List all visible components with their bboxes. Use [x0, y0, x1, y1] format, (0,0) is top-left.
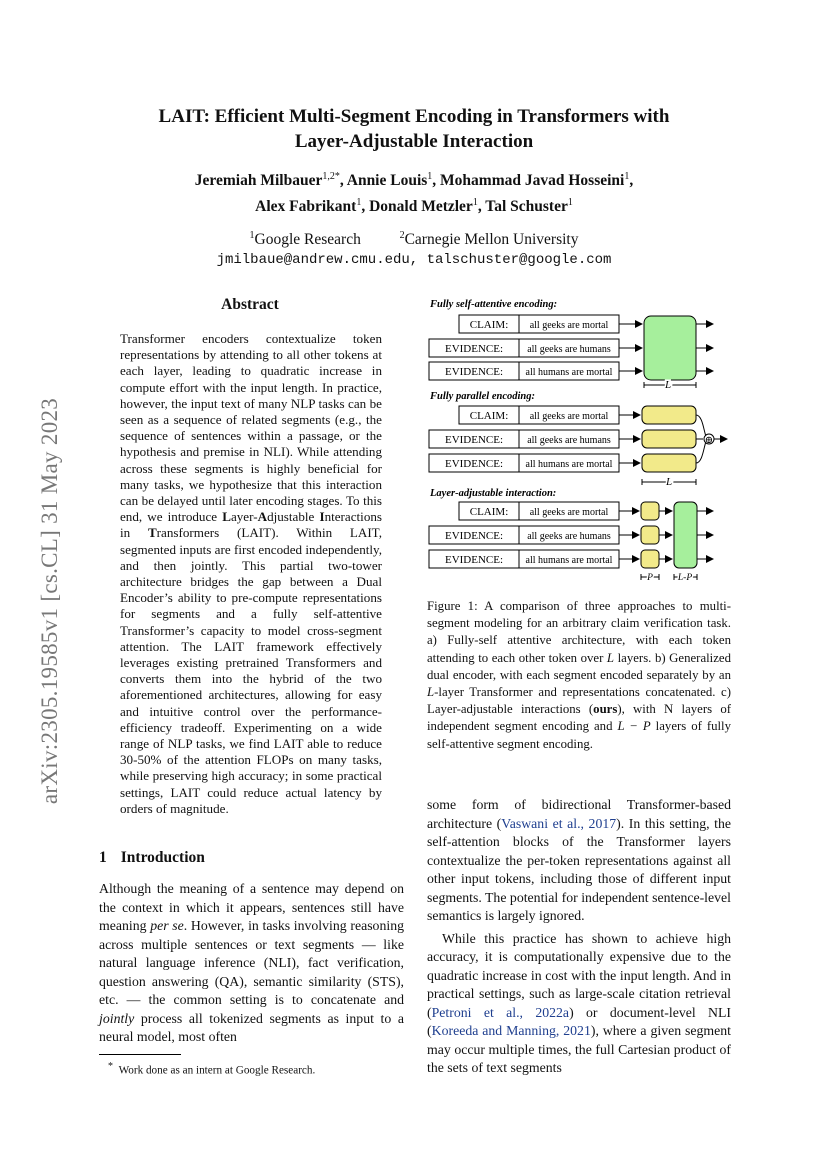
- acronym-letter: A: [257, 509, 268, 525]
- title-line-1: LAIT: Efficient Multi-Segment Encoding in Transformers with: [158, 106, 670, 127]
- math-var: L: [427, 685, 435, 700]
- row-label: CLAIM:: [469, 506, 509, 518]
- email-line: jmilbaue@andrew.cmu.edu, talschuster@google.com: [216, 252, 612, 269]
- row-label: EVIDENCE:: [444, 366, 504, 378]
- row-text: all geeks are mortal: [529, 320, 609, 331]
- row-text: all humans are mortal: [525, 459, 613, 470]
- citation-link[interactable]: Petroni et al., 2022a: [431, 1004, 570, 1020]
- acronym-letter: T: [147, 525, 157, 541]
- author-affil-mark: 1: [624, 171, 630, 182]
- row-label: CLAIM:: [469, 319, 509, 331]
- body-text: process all tokenized segments as input to a neural model, most often: [99, 1010, 404, 1044]
- concat-symbol: ⊕: [704, 435, 714, 446]
- body-text: Although the meaning of a sentence may depend on the context in which it appears, sentences still have meaning: [99, 881, 404, 933]
- affil-mark: 2: [399, 230, 405, 241]
- row-text: all geeks are humans: [527, 344, 611, 355]
- caption-text: ), with N layers of independent segment encoding and: [427, 702, 731, 734]
- section-heading-introduction: [99, 849, 205, 867]
- affiliations: [0, 226, 828, 270]
- citation-link[interactable]: Vaswani et al., 2017: [501, 815, 617, 831]
- author-name: Annie Louis: [346, 172, 428, 190]
- footnote-mark: *: [108, 1061, 113, 1072]
- L-label: L: [664, 379, 672, 391]
- body-text: While this practice has shown to achieve high accuracy, it is computationally expensive due to the quadratic increase in cost with the input length. And in practical settings, such as large-scale citation retrieval (: [427, 930, 731, 1020]
- authors-line-2: Alex Fabrikant$^1$, Donald Metzler$^1$, Tal Schuster$^1$: [255, 197, 573, 216]
- author-affil-mark: 1: [472, 197, 478, 209]
- emphasis-text: per se: [150, 918, 184, 933]
- section-number: 1: [99, 849, 107, 866]
- abstract-text: [120, 331, 382, 817]
- section-label-b: Fully parallel encoding:: [430, 391, 535, 402]
- acronym-rest: ransformers: [156, 525, 220, 541]
- math-var: L − P: [617, 719, 651, 734]
- section-c-rows: [429, 502, 713, 583]
- author-affil-mark: 1,2*: [322, 171, 340, 182]
- intro-paragraph-right: [427, 796, 731, 1078]
- body-text: ) or document-level NLI (: [427, 1004, 732, 1038]
- body-text: ). In this setting, the self-attention blocks of the Transformer layers contextualize the per-token representations against all other input tokens, including those of different input segments. The potential for independent sentence-level semantics is largely ignored.: [427, 815, 732, 923]
- encoder-block-yellow: [642, 430, 696, 448]
- footnote: [108, 1061, 315, 1077]
- caption-text: layers of fully self-attentive segment encoding.: [427, 719, 731, 751]
- author-affil-mark: 1: [427, 171, 433, 182]
- footnote-rule: [99, 1054, 181, 1055]
- title-line-2: Layer-Adjustable Interaction: [294, 131, 534, 152]
- arxiv-sidebar-id: arXiv:2305.19585v1 [cs.CL] 31 May 2023: [37, 397, 62, 805]
- row-text: all humans are mortal: [525, 555, 613, 566]
- row-text: all geeks are humans: [527, 531, 611, 542]
- caption-bold: ours: [593, 702, 618, 717]
- caption-text: layers. b) Generalized dual encoder, with each segment encoded separately by an: [427, 650, 731, 682]
- abstract-heading: Abstract: [221, 296, 279, 313]
- section-label-a: Fully self-attentive encoding:: [430, 299, 558, 310]
- author-name: Mohammad Javad Hosseini: [440, 172, 625, 190]
- encoder-block-yellow: [642, 406, 696, 424]
- row-text: all geeks are mortal: [529, 507, 609, 518]
- encoder-block-yellow: [642, 454, 696, 472]
- section-b-rows: [429, 406, 727, 488]
- acronym-rest: ayer-: [230, 509, 258, 525]
- abstract-text-part: (LAIT). Within LAIT, segmented inputs are first encoded independently, and then jointly. This partial two-tower architecture bridges the gap between a Dual Encoder’s ability to pre-compute representations for segments and a fully self-attentive Transformer’s capacity to model cross-segment attention. The LAIT framework effectively leverages existing pretrained Transformers and converts them into the hybrid of the two aforementioned architectures, allowing for easy and intuitive control over the performance-efficiency tradeoff. Experimenting on a wide range of NLP tasks, we find LAIT able to reduce 30-50% of the attention FLOPs on many tasks, while preserving high accuracy; in some practical settings, LAIT could reduce actual latency by orders of magnitude.: [120, 525, 382, 816]
- paragraph: [427, 796, 731, 926]
- row-text: all humans are mortal: [525, 367, 613, 378]
- row-text: all geeks are mortal: [529, 411, 609, 422]
- footnote-text: Work done as an intern at Google Research.: [118, 1064, 316, 1077]
- figure-1-caption: [427, 598, 731, 753]
- emphasis-text: jointly: [99, 1010, 135, 1026]
- author-name: Alex Fabrikant: [255, 198, 357, 216]
- L-P-label: L-P: [677, 573, 693, 583]
- transformer-block-green: [644, 316, 696, 380]
- author-affil-mark: 1: [567, 197, 573, 209]
- acronym-letter: L: [222, 509, 231, 525]
- paragraph: [427, 930, 731, 1078]
- author-name: Donald Metzler: [369, 198, 473, 216]
- row-label: EVIDENCE:: [444, 434, 504, 446]
- affiliation-google: Google Research: [254, 231, 361, 249]
- author-name: Tal Schuster: [485, 198, 568, 216]
- section-label-c: Layer-adjustable interaction:: [430, 488, 557, 499]
- row-label: EVIDENCE:: [444, 530, 504, 542]
- caption-text: -layer Transformer and representations concatenated. c) Layer-adjustable interactions (: [427, 685, 731, 717]
- body-text: some form of bidirectional Transformer-based architecture (: [427, 797, 731, 831]
- acronym-rest: djustable: [267, 509, 320, 525]
- author-list: [0, 166, 828, 218]
- abstract-text-part: Transformer encoders contextualize token representations by attending to all other tokens at each layer, leading to quadratic increase in compute effort with the input length. In practice, however, the input text of many NLP tasks can be seen as a sequence of related segments (e.g., the sequence of sentences within a passage, or the hypothesis and premise in NLI). While attending across these segments is highly beneficial for many tasks, we hypothesize that this interaction can be delayed until later encoding stages. To this end, we introduce: [120, 331, 382, 525]
- row-text: all geeks are humans: [527, 435, 611, 446]
- row-label: EVIDENCE:: [444, 554, 504, 566]
- acronym-rest: nteractions in: [120, 509, 383, 541]
- section-title: Introduction: [120, 849, 205, 866]
- row-label: EVIDENCE:: [444, 343, 504, 355]
- L-label: L: [665, 476, 673, 488]
- row-label: CLAIM:: [469, 410, 509, 422]
- affil-mark: 1: [249, 230, 255, 241]
- body-text: . However, in tasks involving reasoning across multiple sentences or text segments — like natural language inference (NLI), fact verification, question answering (QA), semantic similarity (STS), etc. — the common setting is to concatenate and: [99, 918, 404, 1007]
- body-text: ), where a given segment may occur multiple times, the full Cartesian product of the sets of text segments: [427, 1023, 731, 1075]
- paper-title: [0, 104, 828, 154]
- authors-line-1: Jeremiah Milbauer$^{1,2*}$, Annie Louis$^1$, Mohammad Javad Hosseini$^1$,: [194, 171, 634, 190]
- caption-text: Figure 1: A comparison of three approaches to multi-segment modeling for an arbitrary claim verification task. a) Fully-self attentive architecture, with each token attending to each other token over: [427, 599, 731, 665]
- P-label: P: [647, 573, 653, 583]
- affiliation-cmu: Carnegie Mellon University: [404, 231, 579, 249]
- intro-paragraph-left: [99, 880, 404, 1047]
- acronym-letter: I: [319, 509, 325, 525]
- citation-link[interactable]: Koreeda and Manning, 2021: [431, 1023, 591, 1038]
- figure-1-diagram: [425, 296, 735, 592]
- section-a-rows: [429, 315, 713, 391]
- author-name: Jeremiah Milbauer: [194, 172, 323, 190]
- affiliation-line: [0, 226, 828, 250]
- math-var: L: [606, 650, 615, 665]
- author-affil-mark: 1: [356, 197, 362, 209]
- row-label: EVIDENCE:: [444, 458, 504, 470]
